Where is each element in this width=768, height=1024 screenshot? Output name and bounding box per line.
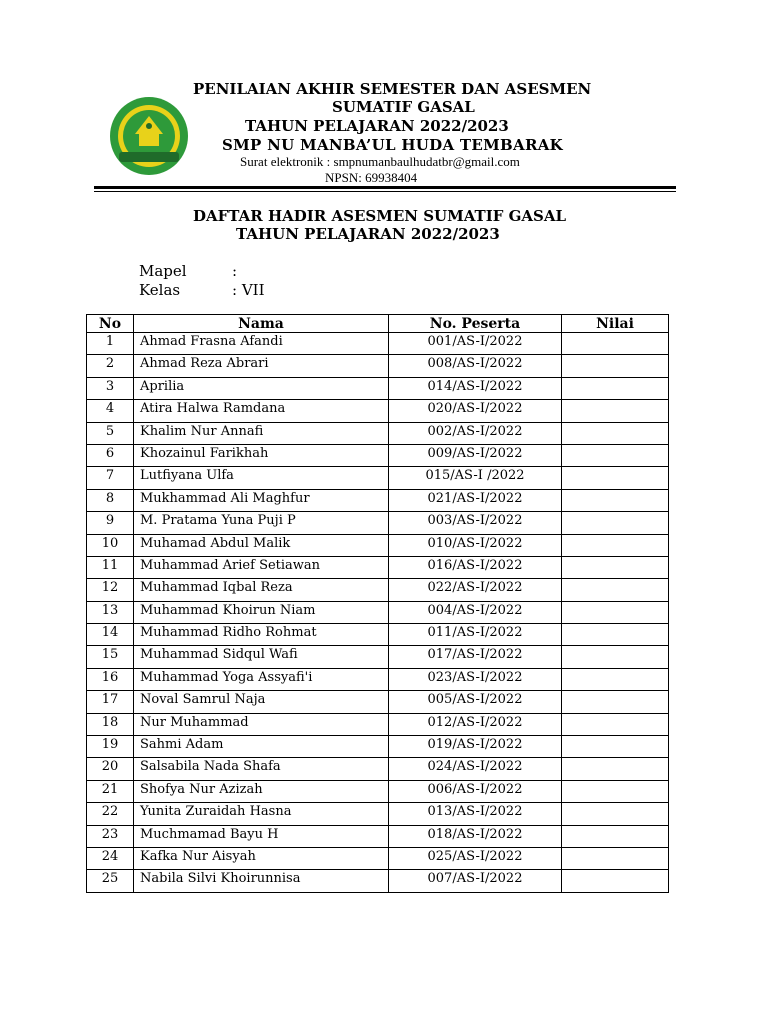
student-name: Lutfiyana Ulfa [134, 467, 389, 489]
participant-number: 007/AS-I/2022 [389, 870, 562, 892]
row-number: 24 [87, 847, 134, 869]
row-number: 10 [87, 534, 134, 556]
participant-number: 006/AS-I/2022 [389, 780, 562, 802]
score-cell [562, 646, 669, 668]
student-name: Noval Samrul Naja [134, 691, 389, 713]
kelas-label: Kelas [139, 281, 181, 299]
student-name: Muhammad Yoga Assyafi'i [134, 668, 389, 690]
score-cell [562, 736, 669, 758]
score-cell [562, 780, 669, 802]
student-name: Nur Muhammad [134, 713, 389, 735]
score-cell [562, 579, 669, 601]
student-name: Khozainul Farikhah [134, 444, 389, 466]
table-row [87, 512, 669, 534]
student-name: Ahmad Reza Abrari [134, 355, 389, 377]
student-name: Muhammad Khoirun Niam [134, 601, 389, 623]
table-row [87, 646, 669, 668]
participant-number: 025/AS-I/2022 [389, 847, 562, 869]
participant-number: 008/AS-I/2022 [389, 355, 562, 377]
school-npsn: NPSN: 69938404 [325, 170, 418, 185]
table-row [87, 444, 669, 466]
participant-number: 011/AS-I/2022 [389, 624, 562, 646]
school-email: Surat elektronik : smpnumanbaulhudatbr@gmail.com [240, 154, 520, 169]
student-name: Khalim Nur Annafi [134, 422, 389, 444]
table-row [87, 355, 669, 377]
participant-number: 024/AS-I/2022 [389, 758, 562, 780]
participant-number: 002/AS-I/2022 [389, 422, 562, 444]
row-number: 12 [87, 579, 134, 601]
kelas-value: : VII [232, 281, 265, 299]
score-cell [562, 691, 669, 713]
table-row [87, 825, 669, 847]
row-number: 13 [87, 601, 134, 623]
participant-number: 015/AS-I /2022 [389, 467, 562, 489]
student-name: Muhammad Sidqul Wafi [134, 646, 389, 668]
participant-number: 018/AS-I/2022 [389, 825, 562, 847]
row-number: 5 [87, 422, 134, 444]
header-divider-thick [94, 186, 676, 189]
score-cell [562, 758, 669, 780]
score-cell [562, 400, 669, 422]
doc-title-line-1: DAFTAR HADIR ASESMEN SUMATIF GASAL [193, 207, 567, 225]
table-row [87, 333, 669, 355]
score-cell [562, 847, 669, 869]
score-cell [562, 556, 669, 578]
row-number: 4 [87, 400, 134, 422]
student-name: Shofya Nur Azizah [134, 780, 389, 802]
student-name: Muhammad Ridho Rohmat [134, 624, 389, 646]
participant-number: 004/AS-I/2022 [389, 601, 562, 623]
row-number: 20 [87, 758, 134, 780]
mapel-value: : [232, 262, 238, 280]
row-number: 25 [87, 870, 134, 892]
score-cell [562, 333, 669, 355]
student-name: Muhammad Iqbal Reza [134, 579, 389, 601]
student-name: M. Pratama Yuna Puji P [134, 512, 389, 534]
participant-number: 010/AS-I/2022 [389, 534, 562, 556]
table-row [87, 601, 669, 623]
table-row [87, 422, 669, 444]
row-number: 22 [87, 803, 134, 825]
score-cell [562, 534, 669, 556]
table-row [87, 713, 669, 735]
student-name: Ahmad Frasna Afandi [134, 333, 389, 355]
student-name: Muchmamad Bayu H [134, 825, 389, 847]
score-cell [562, 422, 669, 444]
participant-number: 020/AS-I/2022 [389, 400, 562, 422]
score-cell [562, 601, 669, 623]
attendance-table [86, 314, 669, 893]
student-name: Muhamad Abdul Malik [134, 534, 389, 556]
score-cell [562, 713, 669, 735]
doc-title-line-2: TAHUN PELAJARAN 2022/2023 [236, 225, 500, 243]
participant-number: 009/AS-I/2022 [389, 444, 562, 466]
student-name: Nabila Silvi Khoirunnisa [134, 870, 389, 892]
header-nilai: Nilai [562, 315, 669, 333]
row-number: 15 [87, 646, 134, 668]
row-number: 2 [87, 355, 134, 377]
student-name: Muhammad Arief Setiawan [134, 556, 389, 578]
score-cell [562, 825, 669, 847]
row-number: 11 [87, 556, 134, 578]
table-row [87, 847, 669, 869]
participant-number: 021/AS-I/2022 [389, 489, 562, 511]
participant-number: 019/AS-I/2022 [389, 736, 562, 758]
participant-number: 012/AS-I/2022 [389, 713, 562, 735]
header-divider-thin [94, 191, 676, 192]
row-number: 19 [87, 736, 134, 758]
row-number: 3 [87, 377, 134, 399]
participant-number: 022/AS-I/2022 [389, 579, 562, 601]
participant-number: 017/AS-I/2022 [389, 646, 562, 668]
row-number: 16 [87, 668, 134, 690]
school-name: SMP NU MANBA’UL HUDA TEMBARAK [222, 136, 563, 154]
table-row [87, 467, 669, 489]
participant-number: 016/AS-I/2022 [389, 556, 562, 578]
participant-number: 001/AS-I/2022 [389, 333, 562, 355]
score-cell [562, 444, 669, 466]
mapel-label: Mapel [139, 262, 187, 280]
score-cell [562, 489, 669, 511]
participant-number: 013/AS-I/2022 [389, 803, 562, 825]
table-row [87, 556, 669, 578]
row-number: 8 [87, 489, 134, 511]
table-row [87, 780, 669, 802]
score-cell [562, 668, 669, 690]
score-cell [562, 870, 669, 892]
row-number: 14 [87, 624, 134, 646]
header-line-3: TAHUN PELAJARAN 2022/2023 [245, 117, 509, 135]
school-logo [99, 96, 199, 176]
participant-number: 023/AS-I/2022 [389, 668, 562, 690]
table-row [87, 691, 669, 713]
table-row [87, 803, 669, 825]
table-row [87, 377, 669, 399]
participant-number: 014/AS-I/2022 [389, 377, 562, 399]
row-number: 23 [87, 825, 134, 847]
row-number: 21 [87, 780, 134, 802]
table-row [87, 624, 669, 646]
student-name: Kafka Nur Aisyah [134, 847, 389, 869]
table-row [87, 489, 669, 511]
table-row [87, 668, 669, 690]
student-name: Salsabila Nada Shafa [134, 758, 389, 780]
student-name: Yunita Zuraidah Hasna [134, 803, 389, 825]
table-row [87, 579, 669, 601]
row-number: 9 [87, 512, 134, 534]
row-number: 17 [87, 691, 134, 713]
row-number: 7 [87, 467, 134, 489]
table-row [87, 400, 669, 422]
table-row [87, 758, 669, 780]
student-name: Aprilia [134, 377, 389, 399]
student-name: Sahmi Adam [134, 736, 389, 758]
score-cell [562, 377, 669, 399]
participant-number: 005/AS-I/2022 [389, 691, 562, 713]
row-number: 18 [87, 713, 134, 735]
header-no-peserta: No. Peserta [389, 315, 562, 333]
header-no: No [87, 315, 134, 333]
header-nama: Nama [134, 315, 389, 333]
table-body [87, 333, 669, 893]
student-name: Mukhammad Ali Maghfur [134, 489, 389, 511]
table-row [87, 736, 669, 758]
row-number: 6 [87, 444, 134, 466]
score-cell [562, 803, 669, 825]
score-cell [562, 467, 669, 489]
table-header-row [87, 315, 669, 333]
student-name: Atira Halwa Ramdana [134, 400, 389, 422]
row-number: 1 [87, 333, 134, 355]
score-cell [562, 624, 669, 646]
score-cell [562, 355, 669, 377]
participant-number: 003/AS-I/2022 [389, 512, 562, 534]
header-line-1: PENILAIAN AKHIR SEMESTER DAN ASESMEN [193, 80, 592, 98]
score-cell [562, 512, 669, 534]
table-row [87, 870, 669, 892]
header-line-2: SUMATIF GASAL [332, 98, 475, 116]
table-row [87, 534, 669, 556]
